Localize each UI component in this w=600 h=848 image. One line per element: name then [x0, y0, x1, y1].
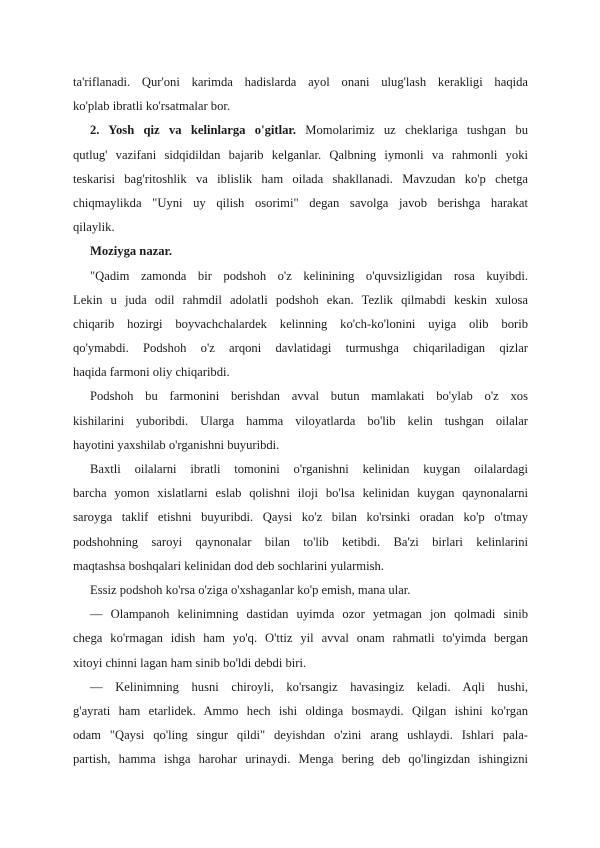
line-text: chega ko'rmagan idish ham yo'q. O'ttiz yil avval onam rahmatli to'yimda bergan: [73, 631, 528, 646]
text-line: [73, 554, 528, 578]
text-line: [73, 239, 528, 263]
text-line: [73, 94, 528, 118]
line-text: Essiz podshoh ko'rsa o'ziga o'xshaganlar ko'p emish, mana ular.: [90, 582, 411, 597]
line-text: qutlug' vazifani sidqidildan bajarib kelganlar. Qalbning iymonli va rahmonli yoki: [73, 147, 528, 162]
text-line: [73, 457, 528, 481]
text-line: [73, 360, 528, 384]
line-text: — Kelinimning husni chiroyli, ko'rsangiz havasingiz keladi. Aqli hushi,: [90, 679, 528, 694]
text-line: [73, 264, 528, 288]
text-line: [73, 481, 528, 505]
line-text: kishilarini yuboribdi. Ularga hamma viloyatlarda bo'lib kelin tushgan oilalar: [73, 413, 528, 428]
text-line: [73, 578, 528, 602]
line-text: Momolarimiz uz cheklariga tushgan bu: [295, 123, 528, 138]
line-text: saroyga taklif etishni buyuribdi. Qaysi ko'z bilan ko'rsinki oradan ko'p o'tmay: [73, 510, 528, 525]
text-line: [73, 723, 528, 747]
text-line: [73, 336, 528, 360]
line-text: hayotini yaxshilab o'rganishni buyuribdi.: [73, 437, 280, 452]
text-line: [73, 312, 528, 336]
line-text: Podshoh bu farmonini berishdan avval butun mamlakati bo'ylab o'z xos: [90, 389, 528, 404]
text-line: [73, 699, 528, 723]
bold-heading: 2. Yosh qiz va kelinlarga o'gitlar.: [90, 123, 296, 138]
line-text: haqida farmoni oliy chiqaribdi.: [73, 365, 230, 380]
text-line: [73, 626, 528, 650]
text-line: [73, 747, 528, 771]
text-line: [73, 409, 528, 433]
text-line: [73, 505, 528, 529]
text-line: [73, 530, 528, 554]
body-text: [73, 70, 528, 771]
line-text: teskarisi bag'ritoshlik va iblislik ham oilada shakllanadi. Mavzudan ko'p chetga: [73, 171, 528, 186]
text-line: [73, 675, 528, 699]
text-line: [73, 167, 528, 191]
line-text: chiqmaylikda "Uyni uy qilish osorimi" degan savolga javob berishga harakat: [73, 195, 528, 210]
line-text: Baxtli oilalarni ibratli tomonini o'rganishni kelinidan kuygan oilalardagi: [90, 462, 528, 476]
line-text: "Qadim zamonda bir podshoh o'z kelinining o'quvsizligidan rosa kuyibdi.: [90, 268, 528, 283]
line-text: ko'plab ibratli ko'rsatmalar bor.: [73, 99, 231, 114]
line-text: partish, hamma ishga harohar urinaydi. Menga bering deb qo'lingizdan ishingizni: [73, 752, 528, 767]
text-line: [73, 651, 528, 675]
line-text: podshohning saroyi qaynonalar bilan to'lib ketibdi. Ba'zi birlari kelinlarini: [73, 534, 528, 549]
line-text: Lekin u juda odil rahmdil adolatli podshoh ekan. Tezlik qilmabdi keskin xulosa: [73, 292, 528, 307]
text-line: [73, 433, 528, 457]
text-line: [73, 288, 528, 312]
line-text: — Olampanoh kelinimning dastidan uyimda ozor yetmagan jon qolmadi sinib: [90, 607, 528, 622]
text-line: [73, 70, 528, 94]
line-text: qo'ymabdi. Podshoh o'z arqoni davlatidagi turmushga chiqariladigan qizlar: [73, 341, 528, 356]
line-text: ta'riflanadi. Qur'oni karimda hadislarda ayol onani ulug'lash kerakligi haqida: [73, 75, 528, 89]
line-text: chiqarib hozirgi boyvachchalardek kelinning ko'ch-ko'lonini uyiga olib borib: [73, 316, 528, 331]
text-line: [73, 191, 528, 215]
text-line: [73, 118, 528, 142]
line-text: qilaylik.: [73, 220, 115, 235]
bold-heading: Moziyga nazar.: [90, 244, 173, 259]
text-line: [73, 143, 528, 167]
line-text: maqtashsa boshqalari kelinidan dod deb sochlarini yularmish.: [73, 558, 384, 573]
line-text: odam "Qaysi qo'ling singur qildi" deyishdan o'zini arang ushlaydi. Ishlari pala-: [73, 728, 528, 743]
line-text: xitoyi chinni lagan ham sinib bo'ldi debdi biri.: [73, 655, 307, 670]
line-text: g'ayrati ham etarlidek. Ammo hech ishi oldinga bosmaydi. Qilgan ishini ko'rgan: [73, 703, 528, 718]
text-line: [73, 215, 528, 239]
text-line: [73, 602, 528, 626]
line-text: barcha yomon xislatlarni eslab qolishni iloji bo'lsa kelinidan kuygan qaynonalarni: [73, 486, 528, 501]
text-line: [73, 384, 528, 408]
